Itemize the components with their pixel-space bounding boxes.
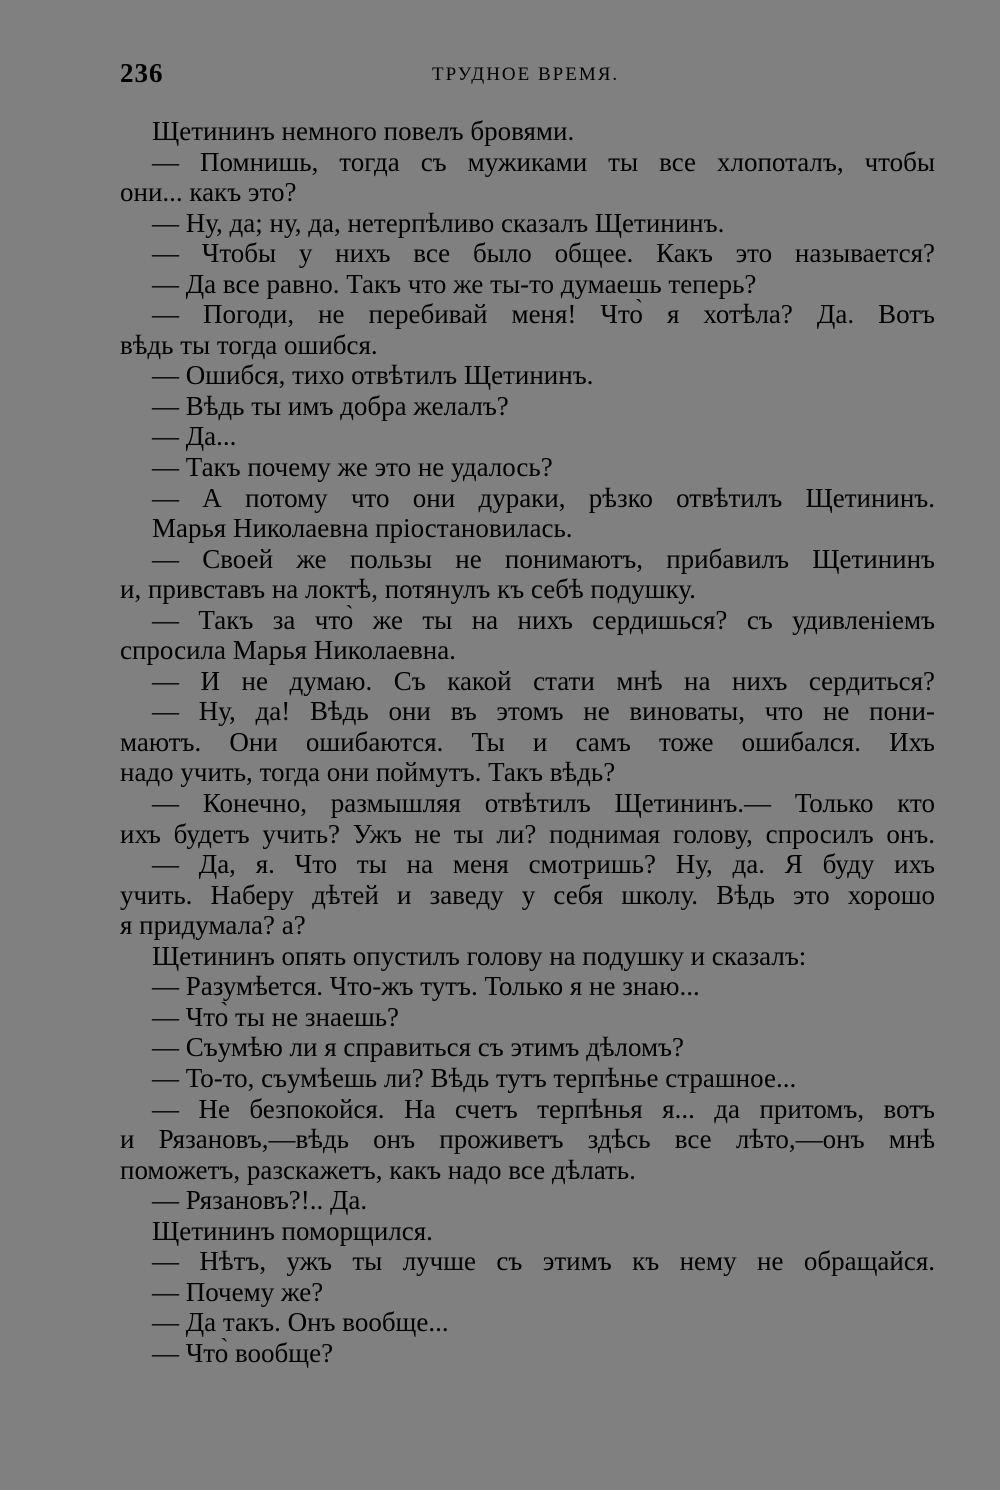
text-line: и, привставъ на локтѣ, потянулъ къ себѣ подушку. xyxy=(120,574,696,605)
text-line: — Съумѣю ли я справиться съ этимъ дѣломъ? xyxy=(152,1032,684,1063)
text-line: вѣдь ты тогда ошибся. xyxy=(120,329,378,360)
text-line: ихъ будетъ учить? Ужъ не ты ли? поднимая голову, спросилъ онъ. xyxy=(120,818,935,849)
text-line: — Чтобы у нихъ все было общее. Какъ это называется? xyxy=(152,238,935,269)
text-line: — Помнишь, тогда съ мужиками ты все хлопоталъ, чтобы xyxy=(152,146,935,177)
text-line: — Да, я. Что ты на меня смотришь? Ну, да. Я буду ихъ xyxy=(152,849,935,880)
text-line: учить. Наберу дѣтей и заведу у себя школу. Вѣдь это хорошо xyxy=(120,879,935,910)
text-line: — Ну, да! Вѣдь они въ этомъ не виноваты, что не пони- xyxy=(152,696,935,727)
body-text xyxy=(120,116,935,1368)
text-line: — Такъ почему же это не удалось? xyxy=(152,452,553,483)
text-line: Щетининъ поморщился. xyxy=(152,1215,433,1246)
page-number: 236 xyxy=(120,58,164,88)
text-line: — Ну, да; ну, да, нетерпѣливо сказалъ Щетининъ. xyxy=(152,207,725,238)
text-line: — Своей же пользы не понимаютъ, прибавилъ Щетининъ xyxy=(152,543,935,574)
text-line: — Нѣтъ, ужъ ты лучше съ этимъ къ нему не обращайся. xyxy=(152,1246,935,1277)
text-line: — Что̀ ты не знаешь? xyxy=(152,1001,400,1032)
text-line: они... какъ это? xyxy=(120,177,297,208)
text-line: — А потому что они дураки, рѣзко отвѣтилъ Щетининъ. xyxy=(152,482,935,513)
text-line: Марья Николаевна пріостановилась. xyxy=(152,513,573,544)
text-line: я придумала? а? xyxy=(120,910,306,941)
text-line: поможетъ, разскажетъ, какъ надо все дѣлать. xyxy=(120,1154,636,1185)
text-line: — Что̀ вообще? xyxy=(152,1337,334,1368)
text-line: — Рязановъ?!.. Да. xyxy=(152,1185,368,1216)
text-line: — Такъ за что̀ же ты на нихъ сердишься? съ удивленіемъ xyxy=(152,604,935,635)
page-header xyxy=(120,58,935,94)
text-line: — Ошибся, тихо отвѣтилъ Щетининъ. xyxy=(152,360,594,391)
running-title: ТРУДНОЕ ВРЕМЯ. xyxy=(432,64,620,85)
text-line: маютъ. Они ошибаются. Ты и самъ тоже ошибался. Ихъ xyxy=(120,726,935,757)
text-line: — Вѣдь ты имъ добра желалъ? xyxy=(152,390,509,421)
text-line: — Да такъ. Онъ вообще... xyxy=(152,1307,449,1338)
text-line: надо учить, тогда они поймутъ. Такъ вѣдь? xyxy=(120,757,616,788)
text-line: Щетининъ немного повелъ бровями. xyxy=(152,116,575,146)
text-line: — Конечно, размышляя отвѣтилъ Щетининъ.— Только кто xyxy=(152,788,935,819)
text-line: — То-то, съумѣешь ли? Вѣдь тутъ терпѣнье страшное... xyxy=(152,1062,797,1093)
text-line: — Да... xyxy=(152,421,237,452)
text-line: и Рязановъ,—вѣдь онъ проживетъ здѣсь все лѣто,—онъ мнѣ xyxy=(120,1124,935,1155)
text-line: — Да все равно. Такъ что же ты-то думаешь теперь? xyxy=(152,268,757,299)
text-line: — Погоди, не перебивай меня! Что̀ я хотѣла? Да. Вотъ xyxy=(152,299,935,330)
text-line: спросила Марья Николаевна. xyxy=(120,635,456,666)
text-line: Щетининъ опять опустилъ голову на подушку и сказалъ: xyxy=(152,940,807,971)
text-line: — Почему же? xyxy=(152,1276,324,1307)
text-line: — И не думаю. Съ какой стати мнѣ на нихъ сердиться? xyxy=(152,665,935,696)
text-line: — Не безпокойся. На счетъ терпѣнья я... да притомъ, вотъ xyxy=(152,1093,935,1124)
text-line: — Разумѣется. Что-жъ тутъ. Только я не знаю... xyxy=(152,971,700,1002)
